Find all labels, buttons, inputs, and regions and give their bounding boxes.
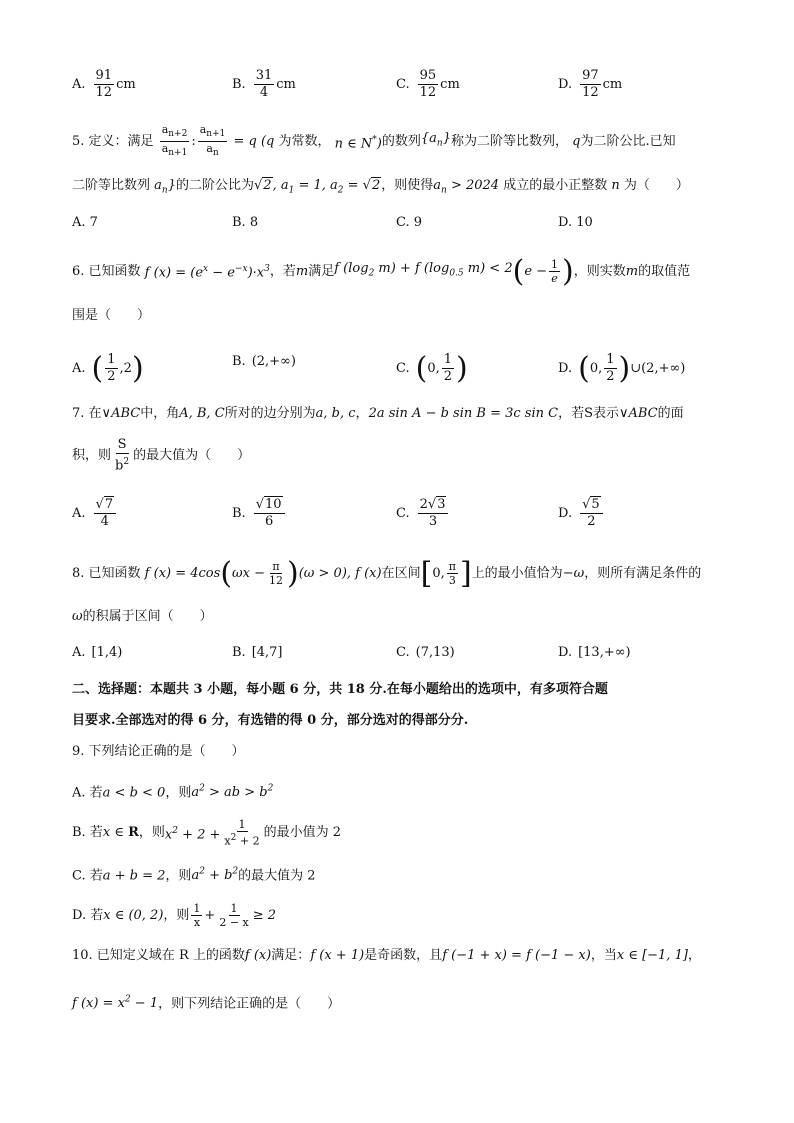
q6-option-b: B. (2,+∞) [232,354,296,369]
q6-option-d: D. ( 0, $\frac{1}{2}$ ) ∪(2,+∞) [558,350,686,386]
q7-option-d: D. $\frac{√5}{2}$ [558,497,605,530]
section2-heading-line1: 二、选择题：本题共 3 小题，每小题 6 分，共 18 分.在每小题给出的选项中，有多项符合题 [72,682,608,697]
q5-option-b: B. 8 [232,215,259,230]
q5-stem-line2: 二阶等比数列 $a_n$}的二阶公比为√2, $a_1 = 1$, $a_2 = √2$，则使得$a_n > 2024$ 成立的最小正整数 n 为（ ） [72,178,689,196]
q7-option-b: B. $\frac{√10}{6}$ [232,497,287,530]
section2-heading-line2: 目要求.全部选对的得 6 分，有选错的得 0 分，部分选对的得部分分. [72,713,469,728]
q9-stem: 9. 下列结论正确的是（ ） [72,744,245,759]
q6-option-c: C. ( 0, $\frac{1}{2}$ ) [396,350,468,386]
q7-stem-line2: 积，则 $\frac{S}{b^2}$ 的最大值为（ ） [72,437,251,474]
q5-option-c: C. 9 [396,215,423,230]
q4-option-a: A. $\frac{91}{12}$ cm [72,68,136,100]
q8-stem-line1: 8. 已知函数 f (x) = 4cos ( ωx − $\frac{\pi}{12}$ ) (ω > 0), f (x) 在区间 [ 0, $\frac{\pi}{3}$ ] 上的最小值恰为 −ω ，则所有满足条件的 [72,555,702,591]
q9-option-b: B. 若 x ∈ R ，则 $x^2 + 2$ + $\frac{1}{x^2 + 2}$ 的最小值为 2 [72,818,341,848]
q8-option-b: B. [4,7] [232,645,283,660]
q5-stem-line1: 5. 定义：满足 $\frac{a_{n+2}}{a_{n+1}}$ : $\frac{a_{n+1}}{a_n}$ = q (q 为常数， n ∈ N*) 的数列 $\{a_n\}$ 称为二阶等比数列， q 为二阶公比.已知 [72,123,676,159]
q9-option-a: A. 若a < b < 0，则$a^2$ > ab > $b^2$ [72,784,274,801]
q4-option-b: B. $\frac{31}{4}$ cm [232,68,296,100]
q9-option-c: C. 若a + b = 2，则$a^2 + b^2$的最大值为 2 [72,867,316,884]
q8-option-d: D. [13,+∞) [558,645,631,660]
q4-option-d: D. $\frac{97}{12}$ cm [558,68,623,100]
q7-option-c: C. $\frac{2√3}{3}$ [396,497,450,530]
q6-stem-line2: 围是（ ） [72,308,151,323]
q8-stem-line2: ω的积属于区间（ ） [72,609,213,624]
q6-stem-line1: 6. 已知函数 f $(x) = (e^x - e^{-x})\cdot x^3$ ，若 m 满足 f ($\log_2$ m) + f ($\log_{0.5}$ m) < 2 ( e − $\frac{1}{e}$ ) ，则实数 m 的取值范 [72,253,691,289]
q8-option-c: C. (7,13) [396,645,455,660]
q10-stem-line2: f $(x) = x^2 - 1$，则下列结论正确的是（ ） [72,995,341,1012]
q6-option-a: A. ( $\frac{1}{2}$ ,2 ) [72,350,144,386]
q8-option-a: A. [1,4) [72,645,123,660]
q9-option-d: D. 若 x ∈ (0, 2) ，则 $\frac{1}{x}$ + $\frac{1}{2 - x}$ ≥ 2 [72,902,277,929]
q7-stem-line1: 7. 在∨ABC中，角A, B, C所对的边分别为a, b, c，2a sin A − b sin B = 3c sin C，若S表示∨ABC的面 [72,406,684,421]
q5-option-d: D. 10 [558,215,593,230]
q10-stem-line1: 10. 已知定义域在 R 上的函数f (x)满足：f (x + 1)是奇函数，且f (−1 + x) = f (−1 − x)，当x ∈ [−1, 1]， [72,948,701,963]
q5-option-a: A. 7 [72,215,98,230]
q7-option-a: A. $\frac{√7}{4}$ [72,497,118,530]
q4-option-c: C. $\frac{95}{12}$ cm [396,68,460,100]
